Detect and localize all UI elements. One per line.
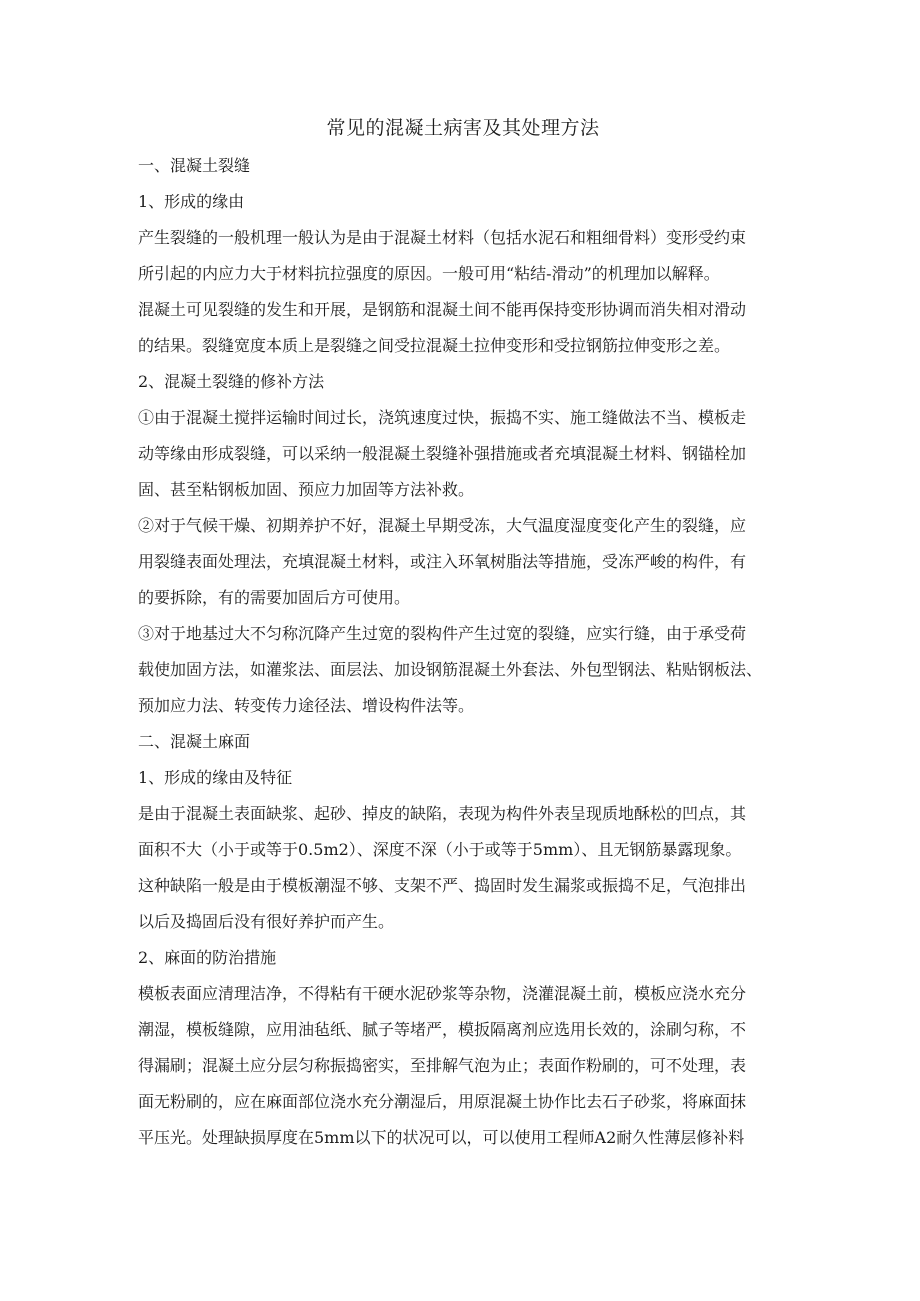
text-line: 得漏刷；混凝土应分层匀称振捣密实，至排解气泡为止；表面作粉刷的，可不处理，表 bbox=[138, 1056, 747, 1075]
text-line: ③对于地基过大不匀称沉降产生过宽的裂构件产生过宽的裂缝，应实行缝，由于承受荷 bbox=[138, 624, 747, 643]
text-line: 用裂缝表面处理法，充填混凝土材料，或注入环氧树脂法等措施，受冻严峻的构件，有 bbox=[138, 552, 747, 571]
text-line: 所引起的内应力大于材料抗拉强度的原因。一般可用“粘结-滑动”的机理加以解释。 bbox=[138, 264, 720, 283]
text-line: ②对于气候干燥、初期养护不好，混凝土早期受冻，大气温度湿度变化产生的裂缝，应 bbox=[138, 516, 747, 535]
text-line: 面无粉刷的，应在麻面部位浇水充分潮湿后，用原混凝土协作比去石子砂浆，将麻面抹 bbox=[138, 1092, 747, 1111]
text-line: 固、甚至粘钢板加固、预应力加固等方法补救。 bbox=[138, 480, 475, 499]
text-line: 预加应力法、转变传力途径法、增设构件法等。 bbox=[138, 696, 475, 715]
text-line: 模板表面应清理洁净，不得粘有干硬水泥砂浆等杂物，浇灌混凝土前，模板应浇水充分 bbox=[138, 984, 747, 1003]
text-line: 产生裂缝的一般机理一般认为是由于混凝土材料（包括水泥石和粗细骨料）变形受约束 bbox=[138, 228, 747, 247]
text-line: 1、形成的缘由及特征 bbox=[138, 768, 293, 787]
text-line: 2、混凝土裂缝的修补方法 bbox=[138, 372, 325, 391]
document-body bbox=[138, 148, 788, 1156]
text-line: 1、形成的缘由 bbox=[138, 192, 245, 211]
text-line: 的结果。裂缝宽度本质上是裂缝之间受拉混凝土拉伸变形和受拉钢筋拉伸变形之差。 bbox=[138, 336, 731, 355]
text-line: 载使加固方法，如灌浆法、面层法、加设钢筋混凝土外套法、外包型钢法、粘贴钢板法、 bbox=[138, 660, 763, 679]
text-line: 动等缘由形成裂缝，可以采纳一般混凝土裂缝补强措施或者充填混凝土材料、钢锚栓加 bbox=[138, 444, 747, 463]
text-line: 混凝土可见裂缝的发生和开展，是钢筋和混凝土间不能再保持变形协调而消失相对滑动 bbox=[138, 300, 747, 319]
text-line: 潮湿，模板缝隙，应用油毡纸、腻子等堵严，模扳隔离剂应选用长效的，涂刷匀称，不 bbox=[138, 1020, 747, 1039]
text-line: 平压光。处理缺损厚度在5mm以下的状况可以，可以使用工程师A2耐久性薄层修补料 bbox=[138, 1128, 745, 1147]
text-line: ①由于混凝土搅拌运输时间过长，浇筑速度过快，振捣不实、施工缝做法不当、模板走 bbox=[138, 408, 747, 427]
text-line: 2、麻面的防治措施 bbox=[138, 948, 277, 967]
document-title: 常见的混凝土病害及其处理方法 bbox=[326, 117, 600, 139]
text-line: 这种缺陷一般是由于模板潮湿不够、支架不严、捣固时发生漏浆或振捣不足，气泡排出 bbox=[138, 876, 747, 895]
text-line: 一、混凝土裂缝 bbox=[138, 156, 251, 175]
text-line: 面积不大（小于或等于0.5m2）、深度不深（小于或等于5mm）、且无钢筋暴露现象。 bbox=[138, 840, 742, 859]
text-line: 的要拆除，有的需要加固后方可使用。 bbox=[138, 588, 411, 607]
text-line: 是由于混凝土表面缺浆、起砂、掉皮的缺陷，表现为构件外表呈现质地酥松的凹点，其 bbox=[138, 804, 747, 823]
document-page bbox=[138, 108, 788, 1156]
text-line: 以后及捣固后没有很好养护而产生。 bbox=[138, 912, 395, 931]
text-line: 二、混凝土麻面 bbox=[138, 732, 251, 751]
